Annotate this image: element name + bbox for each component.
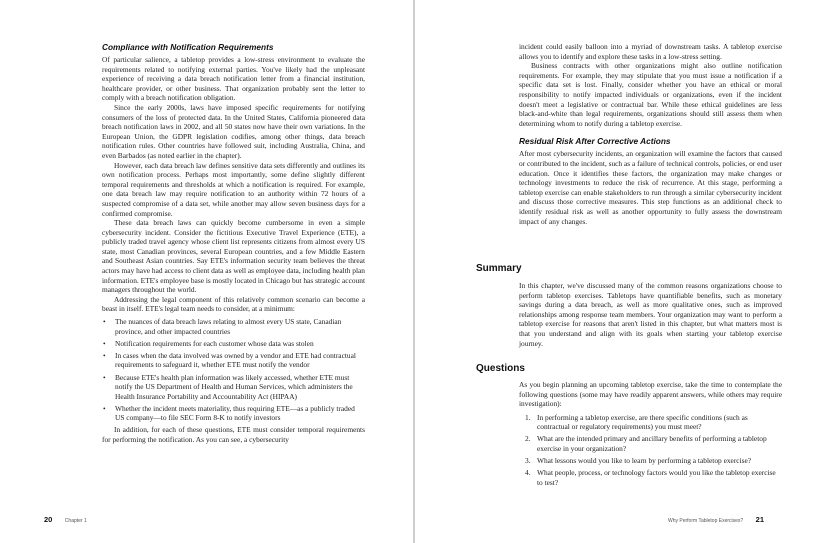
right-footer <box>668 509 764 527</box>
bullet-icon: • <box>103 372 106 382</box>
body-paragraph: As you begin planning an upcoming tabletop exercise, take the time to contemplate the following questions (some may have readily apparent answers, while others may require investigation): <box>519 380 782 409</box>
left-column <box>102 42 365 445</box>
list-item <box>102 351 365 370</box>
running-head: Why Perform Tabletop Exercises? <box>668 518 744 524</box>
left-footer <box>44 509 87 527</box>
bullet-list <box>102 317 365 423</box>
list-item-text: Notification requirements for each customer whose data was stolen <box>115 338 314 348</box>
running-head: Chapter 1 <box>64 518 87 524</box>
left-page <box>0 0 413 543</box>
list-item-text: What lessons would you like to learn by performing a tabletop exercise? <box>537 456 752 466</box>
questions-list <box>525 413 782 488</box>
body-paragraph: In this chapter, we've discussed many of the common reasons organizations choose to perform tabletop exercises. Tabletops have quantifiable benefits, such as monetary savings during a data breach, as well as more qualitative ones, such as improved relationships among response team members. Your organization may want to perform a tabletop exercise for reasons that aren't listed in this chapter, but what matters most is that you understand and align with its goals when starting your tabletop exercise journey. <box>519 281 782 348</box>
list-number: 2. <box>525 434 531 444</box>
bullet-icon: • <box>103 350 106 360</box>
list-item <box>525 413 782 432</box>
summary-heading: Summary <box>476 263 522 274</box>
list-number: 1. <box>525 412 531 422</box>
list-item-text: What are the intended primary and ancillary benefits of performing a tabletop exercise in your organization? <box>537 434 767 454</box>
list-item <box>102 339 365 349</box>
list-item-text: What people, process, or technology factors would you like the tabletop exercise to test? <box>537 468 776 487</box>
list-item-text: Because ETE's health plan information was likely accessed, whether ETE must notify the US Department of Health and Human Services, which administers the Health Insurance Portability and Accountability Act (HIPAA) <box>115 372 353 401</box>
body-paragraph: In addition, for each of these questions, ETE must consider temporal requirements for performing the notification. As you can see, a cybersecurity <box>102 425 365 445</box>
body-paragraph: Since the early 2000s, laws have imposed specific requirements for notifying consumers of the loss of protected data. In the United States, California pioneered data breach notification laws in 2002, and all 50 states now have their own variations. In the European Union, the GDPR legislation codifies, among other things, data breach notification rules. Other countries have followed suit, including Australia, China, and even Barbados (as noted earlier in the chapter). <box>102 102 365 160</box>
list-number: 3. <box>525 456 531 466</box>
bullet-icon: • <box>103 317 106 327</box>
questions-block <box>519 380 782 490</box>
list-item <box>102 317 365 336</box>
body-paragraph: However, each data breach law defines sensitive data sets differently and outlines its own notification process. Perhaps most importantly, some define slightly different temporal requirements and thresholds at which a notification is required. For example, one data breach law may require notification to an authority within 72 hours of a suspected compromise of a data set, while another may allow seven business days for a confirmed compromise. <box>102 160 365 218</box>
section-heading-residual-risk: Residual Risk After Corrective Actions <box>519 136 671 147</box>
list-item <box>525 434 782 453</box>
page-number: 21 <box>755 515 765 524</box>
body-paragraph: Of particular salience, a tabletop provides a low-stress environment to evaluate the requirements related to notifying external parties. You've likely had the unpleasant experience of receiving a data breach notification letter from a financial institution, healthcare provider, or other business. That organization probably sent the letter to comply with a breach notification obligation. <box>102 55 365 103</box>
bullet-icon: • <box>103 403 106 413</box>
body-paragraph: These data breach laws can quickly become cumbersome in even a simple cybersecurity incident. Consider the fictitious Executive Travel Experience (ETE), a publicly traded travel agency whose client list represents citizens from almost every US state, most Canadian provinces, several European countries, and a few Middle Eastern and Southeast Asian countries. Say ETE's information security team believes the threat actors may have had access to client data as well as employee data, including health plan information. ETE's employee base is mostly located in Chicago but has strategic account managers throughout the world. <box>102 218 365 295</box>
list-number: 4. <box>525 468 531 478</box>
summary-block <box>519 281 782 348</box>
list-item-text: Whether the incident meets materiality, thus requiring ETE—as a publicly traded US company—to file SEC Form 8-K to notify investors <box>115 403 355 423</box>
section-heading-notification: Compliance with Notification Requirements <box>102 42 274 52</box>
list-item <box>102 373 365 402</box>
list-item <box>525 468 782 487</box>
bullet-icon: • <box>103 338 106 348</box>
right-column <box>519 42 782 226</box>
questions-heading: Questions <box>476 363 525 374</box>
page-number: 20 <box>44 515 53 524</box>
list-item <box>102 404 365 423</box>
body-paragraph: After most cybersecurity incidents, an organization will examine the factors that caused or contributed to the incident, such as a failure of technical controls, policies, or end user education. Once it identifies these factors, the organization may make changes or technology investments to reduce the risk of recurrence. At this stage, performing a tabletop exercise can enable stakeholders to run through a similar cybersecurity incident and discuss those corrective measures. This step functions as an additional check to identify residual risk as well as another opportunity to fully assess the downstream impact of any changes. <box>519 149 782 226</box>
list-item-text: In cases when the data involved was owned by a vendor and ETE had contractual requirements to safeguard it, whether ETE must notify the vendor <box>115 350 356 370</box>
body-paragraph: Business contracts with other organizations might also outline notification requirements. For example, they may stipulate that you must issue a notification if a specific data set is lost. Finally, consider whether you have an ethical or moral responsibility to notify impacted individuals or organizations, even if the incident doesn't meet a legislative or contractual bar. While these ethical guidelines are less black-and-white than legal requirements, organizations should still assess them when determining whom to notify during a tabletop exercise. <box>519 61 782 128</box>
list-item-text: The nuances of data breach laws relating to almost every US state, Canadian province, and other impacted countries <box>115 317 342 336</box>
list-item-text: In performing a tabletop exercise, are there specific conditions (such as contractual or regulatory requirements) you must meet? <box>537 412 748 432</box>
list-item <box>525 456 782 466</box>
body-paragraph: Addressing the legal component of this relatively common scenario can become a beast in itself. ETE's legal team needs to consider, at a minimum: <box>102 294 365 314</box>
body-paragraph: incident could easily balloon into a myriad of downstream tasks. A tabletop exercise allows you to identify and explore these tasks in a low-stress setting. <box>519 42 782 61</box>
